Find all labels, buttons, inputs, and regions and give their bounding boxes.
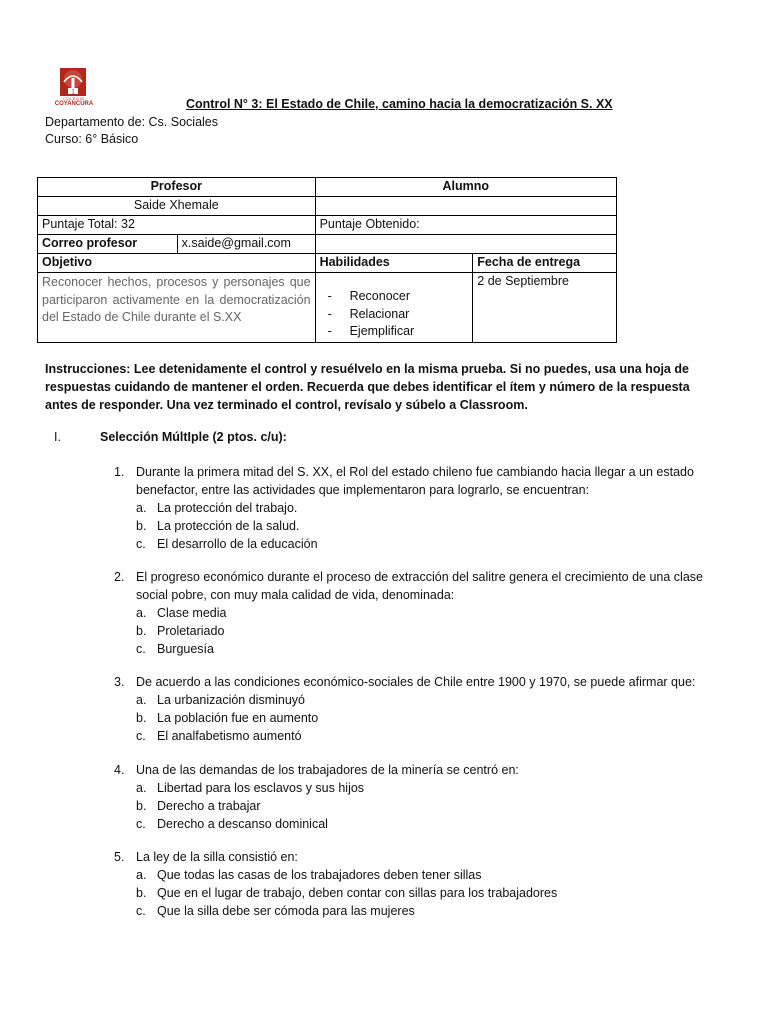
alumno-header: Alumno: [315, 178, 616, 197]
svg-text:1: 1: [71, 89, 75, 96]
option-letter: a.: [136, 693, 147, 707]
document-title: Control N° 3: El Estado de Chile, camino hacia la democratización S. XX: [186, 97, 613, 111]
option-letter: c.: [136, 904, 146, 918]
habilidades-header: Habilidades: [315, 254, 473, 273]
option[interactable]: [136, 517, 714, 535]
question-number: 4.: [114, 763, 125, 777]
objetivo-header: Objetivo: [38, 254, 316, 273]
option-letter: b.: [136, 624, 147, 638]
option-text: Derecho a trabajar: [157, 799, 261, 813]
habilidades-list: [320, 274, 469, 341]
option-letter: b.: [136, 886, 147, 900]
question-number: 2.: [114, 570, 125, 584]
question-text: La ley de la silla consistió en:: [136, 850, 298, 864]
option[interactable]: [136, 866, 714, 884]
option-text: Que en el lugar de trabajo, deben contar con sillas para los trabajadores: [157, 886, 558, 900]
correo-value: x.saide@gmail.com: [177, 235, 315, 254]
option-letter: a.: [136, 501, 147, 515]
section-number: I.: [54, 430, 61, 444]
habilidad-item: - Reconocer: [327, 289, 411, 303]
option-text: La protección de la salud.: [157, 519, 300, 533]
option[interactable]: [136, 604, 714, 622]
profesor-header: Profesor: [38, 178, 316, 197]
option-letter: c.: [136, 817, 146, 831]
option[interactable]: [136, 884, 714, 902]
section-heading: [54, 430, 287, 444]
logo-big-text: COYANCURA: [54, 101, 94, 107]
option[interactable]: [136, 691, 714, 709]
fecha-header: Fecha de entrega: [473, 254, 617, 273]
option[interactable]: [136, 727, 714, 745]
profesor-name: Saide Xhemale: [38, 197, 316, 216]
department-line: Departamento de: Cs. Sociales: [45, 115, 219, 129]
option[interactable]: [136, 535, 714, 553]
info-table: [37, 177, 617, 343]
option[interactable]: [136, 499, 714, 517]
instructions: Instrucciones: Lee detenidamente el control y resuélvelo en la misma prueba. Si no puedes, usa una hoja de respuestas cuidando de mantener el orden. Recuerda que debes identificar el ítem y número de la respuesta antes de responder. Una vez terminado el control, revísalo y súbelo a Classroom.: [45, 362, 690, 412]
option-letter: a.: [136, 868, 147, 882]
option-text: Clase media: [157, 606, 227, 620]
habilidad-text: Relacionar: [349, 306, 410, 321]
option-text: La protección del trabajo.: [157, 501, 298, 515]
puntaje-total: Puntaje Total: 32: [38, 216, 316, 235]
option-text: Que la silla debe ser cómoda para las mujeres: [157, 904, 415, 918]
option[interactable]: [136, 902, 714, 920]
habilidad-item: - Relacionar: [327, 306, 410, 321]
option-text: Derecho a descanso dominical: [157, 817, 328, 831]
option[interactable]: [136, 709, 714, 727]
section-title: Selección MúltIple (2 ptos. c/u):: [100, 430, 287, 444]
question-number: 1.: [114, 465, 125, 479]
option-text: Que todas las casas de los trabajadores deben tener sillas: [157, 868, 482, 882]
question: [114, 568, 714, 658]
option-text: Proletariado: [157, 624, 225, 638]
objetivo-text: Reconocer hechos, procesos y personajes que participaron activamente en la democratización del Estado de Chile durante el S.XX: [38, 273, 316, 343]
option-text: La urbanización disminuyó: [157, 693, 306, 707]
question-number: 5.: [114, 850, 125, 864]
option-text: La población fue en aumento: [157, 711, 319, 725]
option-letter: b.: [136, 519, 147, 533]
alumno-name-field[interactable]: [315, 197, 616, 216]
option-letter: c.: [136, 729, 146, 743]
option-letter: b.: [136, 799, 147, 813]
correo-label: Correo profesor: [38, 235, 178, 254]
habilidad-text: Reconocer: [349, 289, 411, 303]
question-number: 3.: [114, 675, 125, 689]
option-text: Burguesía: [157, 642, 214, 656]
option[interactable]: [136, 797, 714, 815]
correo-empty: [315, 235, 616, 254]
question: [114, 463, 714, 553]
option[interactable]: [136, 779, 714, 797]
option-letter: b.: [136, 711, 147, 725]
question-text: Una de las demandas de los trabajadores de la minería se centró en:: [136, 763, 519, 777]
habilidad-text: Ejemplificar: [349, 324, 415, 338]
course-line: Curso: 6° Básico: [45, 132, 139, 146]
habilidades-cell: [315, 273, 473, 343]
option-text: El analfabetismo aumentó: [157, 729, 302, 743]
option-letter: a.: [136, 606, 147, 620]
option-text: Libertad para los esclavos y sus hijos: [157, 781, 365, 795]
question: [114, 848, 714, 920]
question: [114, 761, 714, 833]
option-letter: a.: [136, 781, 147, 795]
fecha-value: 2 de Septiembre: [473, 273, 617, 343]
logo-small-text: COLEGIO: [63, 96, 85, 101]
puntaje-obtenido: Puntaje Obtenido:: [315, 216, 616, 235]
option[interactable]: [136, 815, 714, 833]
question-text: De acuerdo a las condiciones económico-sociales de Chile entre 1900 y 1970, se puede afirmar que:: [136, 675, 696, 689]
option-letter: c.: [136, 537, 146, 551]
question-text: Durante la primera mitad del S. XX, el Rol del estado chileno fue cambiando hacia llegar a un estado benefactor, entre las actividades que implementaron para lograrlo, se encuentran:: [136, 465, 694, 497]
option-letter: c.: [136, 642, 146, 656]
habilidad-item: - Ejemplificar: [327, 324, 415, 338]
option[interactable]: [136, 622, 714, 640]
question: [114, 673, 714, 745]
question-text: El progreso económico durante el proceso de extracción del salitre genera el crecimiento de una clase social pobre, con muy mala calidad de vida, denominada:: [136, 570, 703, 602]
option-text: El desarrollo de la educación: [157, 537, 318, 551]
option[interactable]: [136, 640, 714, 658]
logo-text: [50, 96, 98, 108]
